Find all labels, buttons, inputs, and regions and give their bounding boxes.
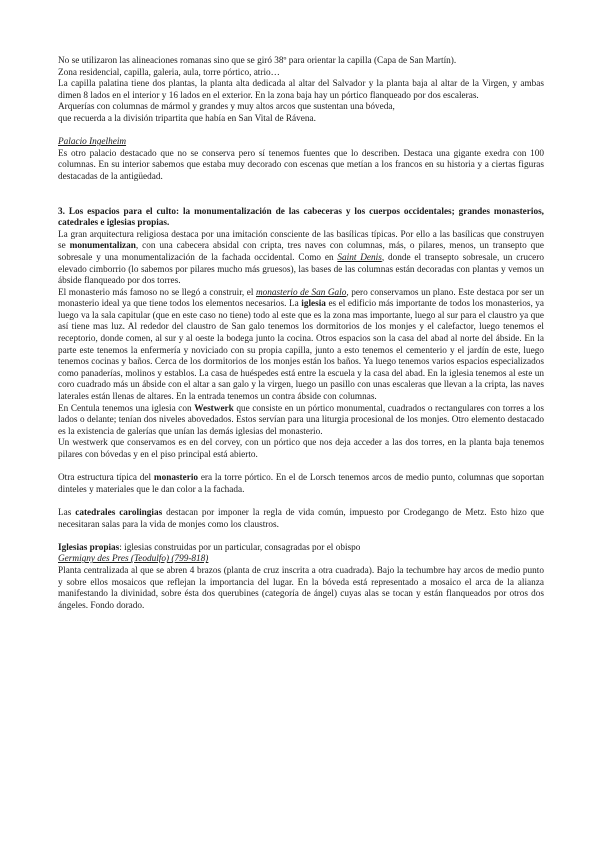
text-run: Otra estructura típica del (58, 473, 154, 484)
text-run: En Centula tenemos una iglesia con (58, 403, 195, 414)
text-run: destacan por imponer la regla de vida común, impuesto por Crodegango de Metz. Esto hizo que necesitaran salas para la vida de monjes como los claustros. (58, 507, 544, 530)
bold-term: catedrales carolingias (75, 507, 163, 518)
section-3-paragraph-7 (58, 543, 544, 555)
text-run: era la torre pórtico. En el de Lorsch tenemos arcos de medio punto, columnas que soportan dinteles y materiales que le dan color a la fachada. (58, 473, 545, 495)
section-3-paragraph-2 (58, 288, 544, 404)
spacer (58, 184, 544, 207)
spacer (58, 531, 544, 543)
intro-paragraph-3: La capilla palatina tiene dos plantas, la planta alta dedicada al altar del Salvador y la planta baja al altar de la Virgen, y ambas dimen 8 lados en el interior y 16 lados en el exterior. En la zona baja hay un pórtico flanqueado por dos escaleras. (58, 79, 544, 101)
ingelheim-paragraph: Es otro palacio destacado que no se conserva pero sí tenemos fuentes que lo describen. Destaca una gigante exedra con 100 columnas. En su interior sabemos que estaba muy decorado con escenas que metían a los francos en su historia y a ciertas figuras destacadas de la antigüedad. (58, 148, 544, 182)
text-run: : iglesias construidas por un particular, consagradas por el obispo (119, 542, 361, 553)
spacer (58, 496, 544, 508)
section-3-paragraph-1 (58, 230, 544, 288)
ingelheim-title (58, 137, 544, 149)
text-run: Las (58, 507, 76, 518)
intro-paragraph-2: Zona residencial, capilla, galeria, aula, torre pórtico, atrio… (58, 67, 280, 78)
section-3-heading: 3. Los espacios para el culto: la monumentalización de las cabeceras y los cuerpos occidentales; grandes monasterios, catedrales e iglesias propias. (58, 206, 544, 229)
intro-paragraph-4b: que recuerda a la división tripartita que había en San Vital de Rávena. (58, 113, 316, 124)
bold-term: monasterio (153, 473, 199, 484)
document-page (58, 56, 544, 612)
ingelheim-title-text: Palacio Ingelheim (58, 137, 127, 148)
section-3-paragraph-6 (58, 508, 544, 531)
san-galo-link: monasterio de San Galo (256, 287, 347, 298)
bold-term: Iglesias propias (58, 542, 120, 553)
intro-paragraph-4a: Arquerías con columnas de mármol y grandes y muy altos arcos que sustentan una bóveda, (58, 102, 395, 113)
intro-paragraph-1: No se utilizaron las alineaciones romanas sino que se giró 38º para orientar la capilla (Capa de San Martín). (58, 56, 457, 66)
text-run: que consiste en un pórtico monumental, cuadrados o rectangulares con torres a los lados o delante; tenían dos niveles abovedados. Estos servían para una liturgia procesional de los monjes. Otro elemento destacado es la existencia de galerías que unían las demás iglesias del monasterio. (58, 403, 544, 437)
spacer (58, 126, 544, 138)
spacer (58, 462, 544, 474)
germigny-title-text: Germigny des Pres (Teodulfo) (799-818) (58, 554, 209, 565)
text-run: , pero conservamos un plano. Este destaca por ser un monasterio ideal ya que tiene todos los elementos necesarios. La (58, 287, 544, 310)
text-run: , donde el transepto sobresale, un crucero elevado cimborrio (lo sabemos por pilares mucho más gruesos), las bases de las columnas están decoradas con plantas y vemos un ábside flanqueado por dos torres. (58, 252, 544, 287)
section-3-paragraph-9: Planta centralizada al que se abren 4 brazos (planta de cruz inscrita a otra cuadrada). Bajo la techumbre hay arcos de medio punto y sobre ellos mosaicos que reflejan la importancia del lugar. En la bóveda está representado a mosaico el arca de la alianza manifestando la divinidad, sobre ésta dos querubines (categoría de ángel) cuyas alas se tocan y están flanqueados por otros dos ángeles. Fondo dorado. (58, 565, 544, 611)
bold-term: monumentalizan (69, 241, 136, 252)
text-run: es el edificio más importante de todos los monasterios, ya luego va la sala capitular (que en este caso no tiene) todo al este que es la zona mas importante, luego al sur para el claustro ya que así tiene mas luz. Al rededor del claustro de San galo tenemos los dormitorios de los monjes y el calefactor, luego tenemos el receptorio, donde comen, al sur y al oeste la bodega junto la cocina. Otros espacios son la casa del abad al norte del ábside. En la parte este tenemos la enfermería y noviciado con su propia capilla, junto a esto tenemos el cementerio y el jardín de este, luego tenemos cocinas y baños. Cerca de los dormitorios de los monjes están los baños. Ya luego tenemos varios espacios especializados como panaderías, molinos y establos. La casa de huéspedes está entre la escuela y la casa del abad. En la iglesia tenemos al este un coro cuadrado más un ábside con el altar a san galo y la virgen, luego un pasillo con unas escaleras que llevan a la cripta, las naves laterales están llenas de altares. En la entrada tenemos un contra ábside con columnas. (58, 299, 545, 403)
germigny-title (58, 554, 544, 566)
section-3-paragraph-4: Un westwerk que conservamos es en del corvey, con un pórtico que nos deja acceder a las dos torres, en la planta baja tenemos pilares con bóvedas y en el piso principal está abierto. (58, 438, 544, 460)
bold-term: Westwerk (194, 403, 234, 414)
saint-denis-link: Saint Denis (337, 252, 382, 263)
text-run: La gran arquitectura religiosa destaca por una imitación consciente de las basílicas típicas. Por ello a las basílicas que construyen se (58, 229, 544, 252)
section-3-paragraph-3 (58, 404, 544, 439)
text-run: , con una cabecera absidal con cripta, tres naves con columnas, más, o pilares, menos, un transepto que sobresale y una monumentalización de la fachada occidental. Como en (58, 241, 544, 263)
section-3-paragraph-5 (58, 473, 544, 496)
text-run: El monasterio más famoso no se llegó a construir, el (58, 287, 256, 298)
bold-term: iglesia (301, 299, 326, 310)
